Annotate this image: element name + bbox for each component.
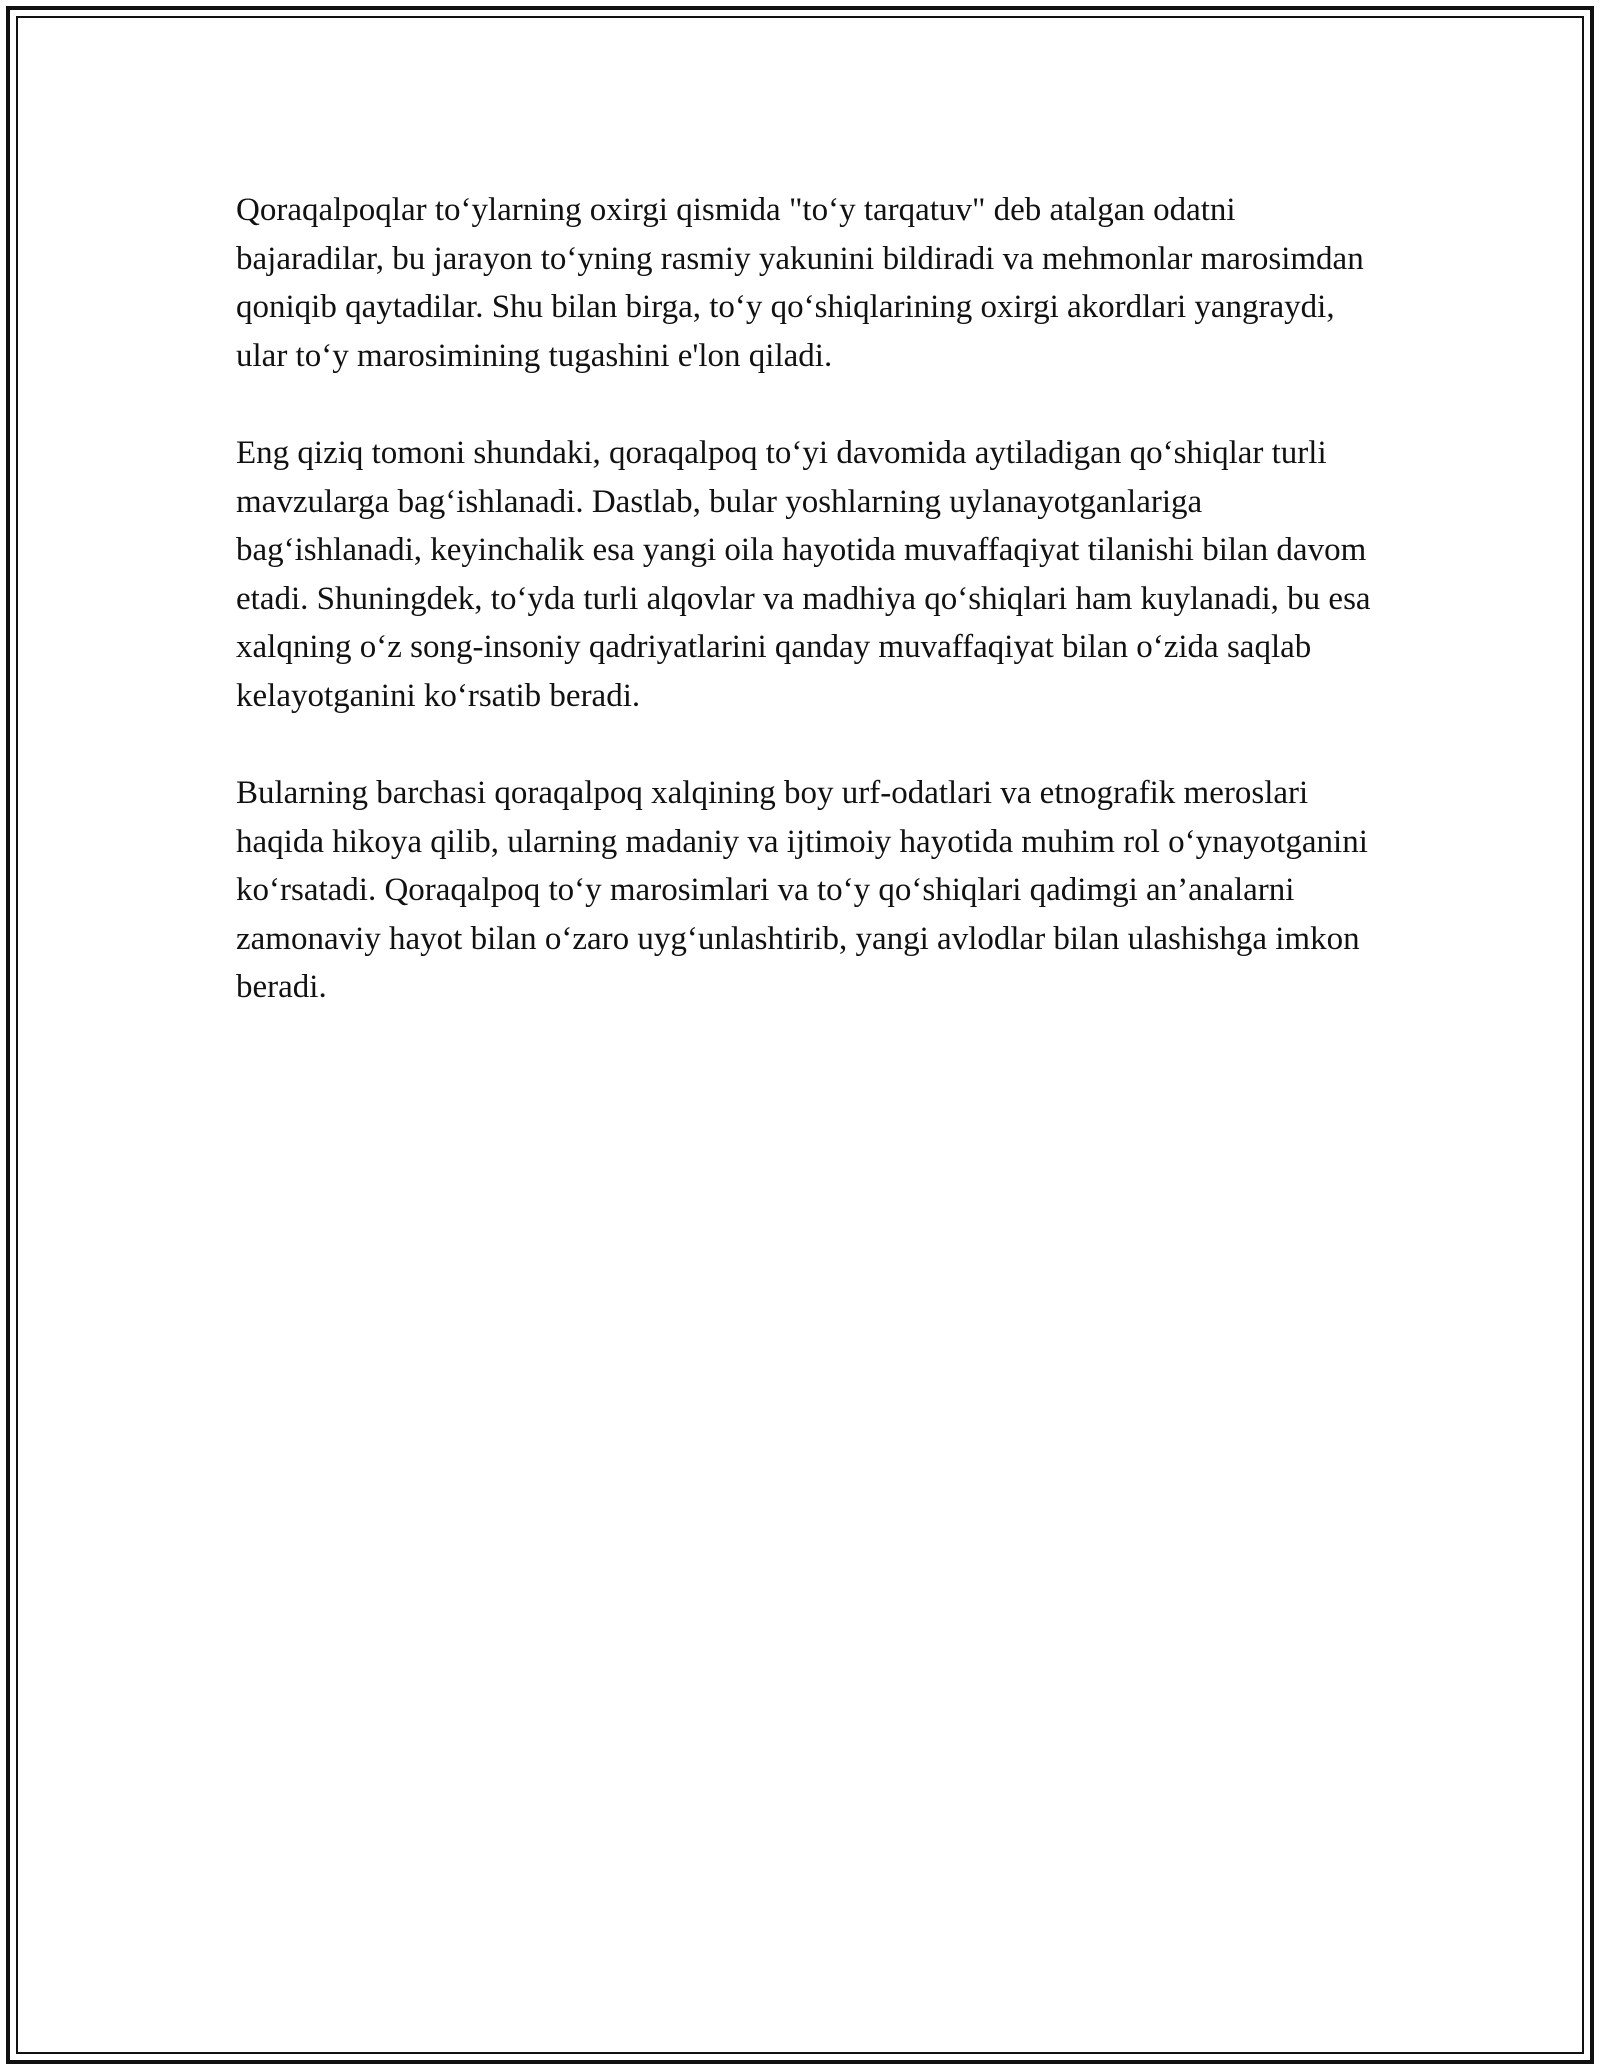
paragraph-2: Eng qiziq tomoni shundaki, qoraqalpoq to‘yi davomida aytiladigan qo‘shiqlar turli mavzularga bag‘ishlanadi. Dastlab, bular yoshlarning uylanayotganlariga bag‘ishlanadi, keyinchalik esa yangi oila hayotida muvaffaqiyat tilanishi bilan davom etadi. Shuningdek, to‘yda turli alqovlar va madhiya qo‘shiqlari ham kuylanadi, bu esa xalqning o‘z song-insoniy qadriyatlarini qanday muvaffaqiyat bilan o‘zida saqlab kelayotganini ko‘rsatib beradi. xyxy=(236,435,1371,714)
document-body xyxy=(236,186,1376,1061)
paragraph-3: Bularning barchasi qoraqalpoq xalqining boy urf-odatlari va etnografik meroslari haqida hikoya qilib, ularning madaniy va ijtimoiy hayotida muhim rol o‘ynayotganini ko‘rsatadi. Qoraqalpoq to‘y marosimlari va to‘y qo‘shiqlari qadimgi an’analarni zamonaviy hayot bilan o‘zaro uyg‘unlashtirib, yangi avlodlar bilan ulashishga imkon beradi. xyxy=(236,775,1368,1005)
paragraph-1: Qoraqalpoqlar to‘ylarning oxirgi qismida "to‘y tarqatuv" deb atalgan odatni bajaradilar, bu jarayon to‘yning rasmiy yakunini bildiradi va mehmonlar marosimdan qoniqib qaytadilar. Shu bilan birga, to‘y qo‘shiqlarining oxirgi akordlari yangraydi, ular to‘y marosimining tugashini e'lon qiladi. xyxy=(236,192,1364,374)
